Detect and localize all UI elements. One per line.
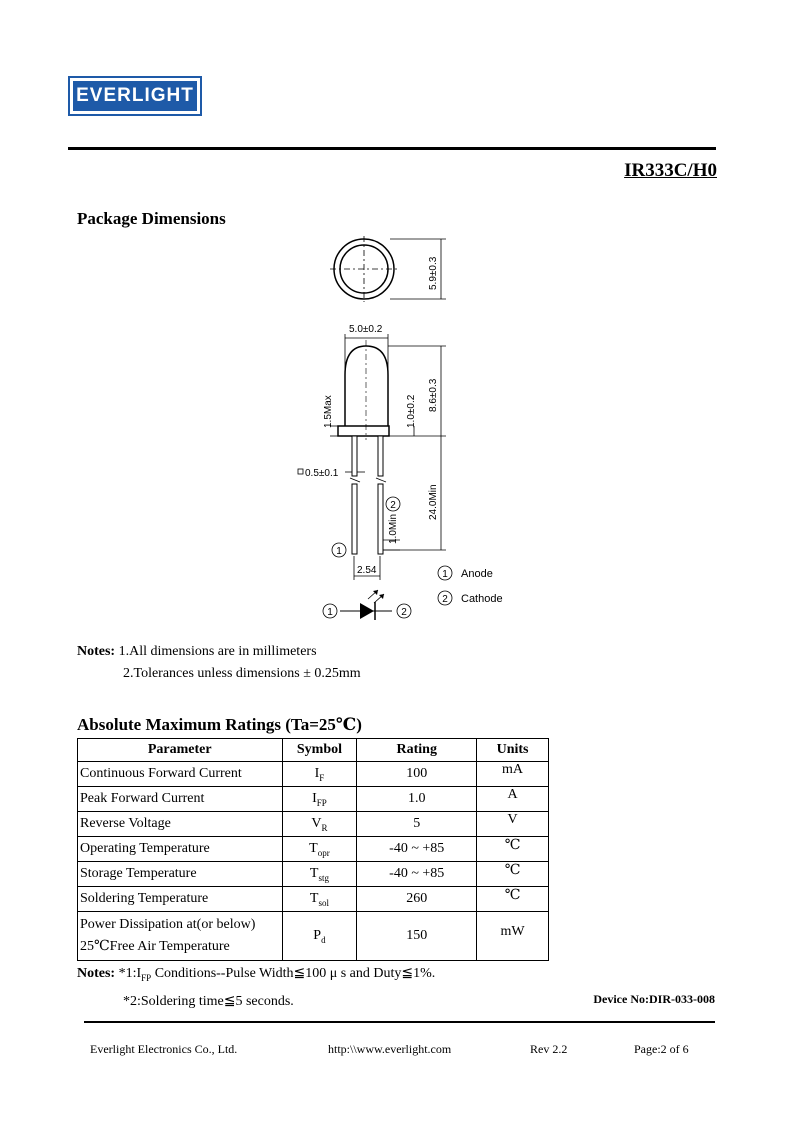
- rating-cell: 1.0: [357, 787, 477, 812]
- rating-cell: -40 ~ +85: [357, 862, 477, 887]
- col-rating: Rating: [357, 739, 477, 762]
- logo-text: EVERLIGHT: [73, 81, 197, 111]
- table-row: [78, 887, 549, 912]
- top-view: [330, 236, 446, 302]
- footer-url[interactable]: http:\\www.everlight.com: [328, 1042, 452, 1056]
- table-row: [78, 762, 549, 787]
- param-cell: Operating Temperature: [78, 837, 283, 862]
- param-cell: Continuous Forward Current: [78, 762, 283, 787]
- dim-5-9: 5.9±0.3: [428, 256, 439, 290]
- unit-cell: V: [477, 812, 549, 837]
- table-row: [78, 837, 549, 862]
- notes-label: Notes:: [77, 644, 116, 659]
- note-pulse: $*1:I_{FP}$ Conditions--Pulse Width≦100 μ s and Duty≦1%.: [118, 966, 436, 983]
- col-parameter: Parameter: [78, 739, 283, 762]
- notes-label: Notes:: [77, 966, 116, 981]
- rating-cell: 150: [357, 912, 477, 961]
- table-row: [78, 912, 549, 961]
- unit-cell: A: [477, 787, 549, 812]
- diode-num-2: 2: [401, 607, 407, 618]
- rating-cell: 100: [357, 762, 477, 787]
- dim-1-0min: 1.0Min: [388, 513, 399, 544]
- symbol-cell: $T_{stg}$: [282, 862, 357, 887]
- side-view: [323, 324, 446, 440]
- symbol-cell: $I_F$: [282, 762, 357, 787]
- leads: [298, 436, 446, 580]
- rating-cell: 260: [357, 887, 477, 912]
- dim-0-5: 0.5±0.1: [305, 468, 339, 479]
- note-1: 1.All dimensions are in millimeters: [118, 644, 317, 659]
- diode-num-1: 1: [327, 607, 333, 618]
- notes-ratings: [77, 962, 435, 1014]
- pin-legend: [438, 566, 503, 605]
- unit-cell: ℃: [477, 837, 549, 862]
- ratings-table: [77, 738, 549, 961]
- table-row: [78, 812, 549, 837]
- note-soldering: *2:Soldering time≦5 seconds.: [123, 993, 294, 1009]
- col-units: Units: [477, 739, 549, 762]
- param-cell: Peak Forward Current: [78, 787, 283, 812]
- unit-cell: mA: [477, 762, 549, 787]
- notes-package: [77, 641, 361, 685]
- symbol-cell: $I_{FP}$: [282, 787, 357, 812]
- symbol-cell: $T_{opr}$: [282, 837, 357, 862]
- table-header-row: [78, 739, 549, 762]
- param-cell: Power Dissipation at(or below) 25℃Free Air Temperature: [78, 912, 283, 961]
- dim-8-6: 8.6±0.3: [428, 378, 439, 412]
- table-row: [78, 862, 549, 887]
- legend-num-1: 1: [442, 569, 448, 580]
- dim-pitch: 2.54: [357, 565, 377, 576]
- footer-page: Page:2 of 6: [634, 1042, 689, 1056]
- dim-1-5max: 1.5Max: [323, 395, 334, 428]
- rating-cell: -40 ~ +85: [357, 837, 477, 862]
- param-cell: Soldering Temperature: [78, 887, 283, 912]
- symbol-cell: $P_d$: [282, 912, 357, 961]
- rating-cell: 5: [357, 812, 477, 837]
- unit-cell: ℃: [477, 862, 549, 887]
- footer-rule: [84, 1021, 715, 1023]
- package-dimensions-title: Package Dimensions: [77, 209, 226, 228]
- table-row: [78, 787, 549, 812]
- symbol-cell: $T_{sol}$: [282, 887, 357, 912]
- col-symbol: Symbol: [282, 739, 357, 762]
- unit-cell: mW: [477, 912, 549, 961]
- legend-cathode: Cathode: [461, 593, 503, 605]
- param-cell: Reverse Voltage: [78, 812, 283, 837]
- param-cell: Storage Temperature: [78, 862, 283, 887]
- ratings-title: Absolute Maximum Ratings (Ta=25℃): [77, 715, 362, 734]
- unit-cell: ℃: [477, 887, 549, 912]
- dim-1-0: 1.0±0.2: [406, 394, 417, 428]
- symbol-cell: $V_R$: [282, 812, 357, 837]
- dim-24-0min: 24.0Min: [428, 484, 439, 520]
- note-2: 2.Tolerances unless dimensions ± 0.25mm: [123, 666, 361, 681]
- lead-marker-2: 2: [390, 500, 396, 511]
- device-number: Device No:DIR-033-008: [593, 992, 715, 1006]
- legend-num-2: 2: [442, 594, 448, 605]
- model-number: IR333C/H0: [624, 160, 717, 181]
- legend-anode: Anode: [461, 568, 493, 580]
- dim-5-0: 5.0±0.2: [349, 324, 383, 335]
- diode-symbol: [323, 590, 411, 620]
- lead-marker-1: 1: [336, 546, 342, 557]
- footer-rev: Rev 2.2: [530, 1042, 568, 1056]
- footer-company: Everlight Electronics Co., Ltd.: [90, 1042, 238, 1056]
